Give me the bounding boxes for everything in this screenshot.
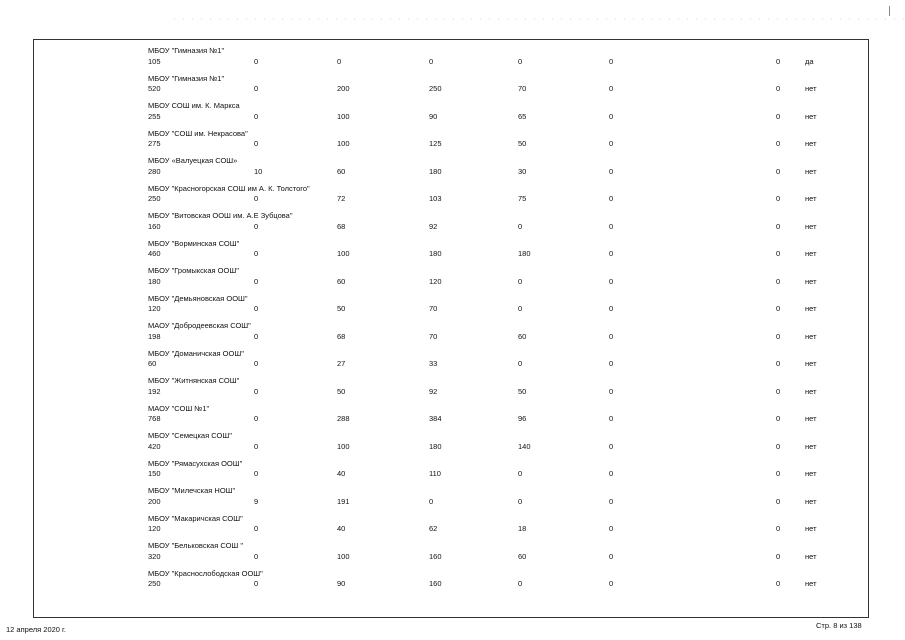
table-cell: 96: [518, 414, 527, 423]
table-cell: 0: [609, 166, 614, 176]
table-cell: 0: [518, 56, 523, 66]
table-cell: нет: [805, 139, 817, 148]
table-cell: нет: [805, 496, 817, 506]
table-cell: 0: [609, 359, 614, 368]
table-cell: 70: [518, 84, 527, 93]
table-cell: нет: [805, 551, 817, 561]
table-cell: 0: [518, 579, 523, 588]
table-cell: 0: [429, 496, 434, 506]
table-cell: 180: [518, 249, 531, 258]
table-row: [0, 347, 905, 375]
table-cell: нет: [805, 386, 817, 396]
table-row: [0, 374, 905, 402]
table-row: [0, 292, 905, 320]
table-cell: 420: [148, 441, 161, 451]
table-cell: 0: [609, 551, 614, 561]
table-cell: 70: [429, 304, 438, 313]
school-name: МБОУ "Житнянская СОШ": [148, 376, 240, 385]
table-cell: нет: [805, 414, 817, 423]
school-name: МБОУ "Витовская ООШ им. А.Е Зубцова": [148, 211, 293, 220]
table-cell: 160: [429, 551, 442, 561]
table-cell: 0: [337, 56, 342, 66]
table-cell: 768: [148, 414, 161, 423]
table-row: [0, 484, 905, 512]
table-cell: 75: [518, 194, 527, 203]
table-cell: 92: [429, 386, 438, 396]
table-cell: 0: [776, 139, 781, 148]
table-cell: нет: [805, 304, 817, 313]
table-cell: нет: [805, 359, 817, 368]
table-cell: 120: [429, 276, 442, 286]
table-cell: 0: [776, 469, 781, 478]
table-cell: 460: [148, 249, 161, 258]
table-cell: 27: [337, 359, 346, 368]
table-cell: нет: [805, 111, 817, 121]
table-row: [0, 429, 905, 457]
table-cell: 520: [148, 84, 161, 93]
table-cell: 0: [609, 441, 614, 451]
school-name: МБОУ "Доманичская ООШ": [148, 348, 244, 358]
school-name: МБОУ "Ворминская СОШ": [148, 238, 240, 248]
table-cell: 0: [776, 249, 781, 258]
table-cell: 10: [254, 166, 263, 176]
table-cell: 0: [518, 496, 523, 506]
table-cell: 0: [776, 84, 781, 93]
table-cell: 30: [518, 166, 527, 176]
table-cell: 40: [337, 469, 346, 478]
table-cell: 180: [429, 249, 442, 258]
table-cell: 100: [337, 139, 350, 148]
table-cell: 0: [776, 524, 781, 533]
school-name: МБОУ "Краснослободская ООШ": [148, 568, 263, 578]
table-cell: 0: [518, 469, 523, 478]
table-cell: 0: [776, 166, 781, 176]
table-cell: 280: [148, 166, 161, 176]
table-cell: 0: [609, 524, 614, 533]
table-cell: 0: [254, 56, 259, 66]
table-cell: 65: [518, 111, 527, 121]
table-cell: 0: [776, 276, 781, 286]
table-cell: 40: [337, 524, 346, 533]
table-cell: 200: [337, 84, 350, 93]
table-cell: 384: [429, 414, 442, 423]
table-cell: 0: [776, 56, 781, 66]
table-cell: 120: [148, 524, 161, 533]
table-cell: 200: [148, 496, 161, 506]
school-name: МБОУ "Милечская НОШ": [148, 486, 236, 495]
table-row: [0, 402, 905, 430]
table-cell: 0: [429, 56, 434, 66]
table-cell: 0: [254, 579, 259, 588]
table-cell: 90: [429, 111, 438, 121]
table-cell: 0: [609, 221, 614, 231]
table-row: [0, 44, 905, 72]
table-cell: 103: [429, 194, 442, 203]
school-name: МБОУ "СОШ им. Некрасова": [148, 128, 248, 138]
table-cell: 0: [609, 139, 614, 148]
table-cell: 0: [254, 331, 259, 341]
table-cell: 0: [254, 524, 259, 533]
table-cell: 0: [776, 496, 781, 506]
table-cell: 0: [776, 441, 781, 451]
table-cell: 60: [518, 331, 527, 341]
table-row: [0, 72, 905, 100]
table-cell: 0: [254, 84, 259, 93]
table-cell: 0: [609, 249, 614, 258]
table-row: [0, 457, 905, 485]
school-name: МАОУ "СОШ №1": [148, 403, 210, 413]
table-cell: 250: [148, 579, 161, 588]
table-cell: 0: [254, 194, 259, 203]
table-row: [0, 512, 905, 540]
table-cell: 275: [148, 139, 161, 148]
table-cell: 62: [429, 524, 438, 533]
table-cell: 50: [337, 304, 346, 313]
table-cell: нет: [805, 276, 817, 286]
table-cell: 100: [337, 441, 350, 451]
table-cell: 0: [776, 551, 781, 561]
table-cell: 0: [609, 304, 614, 313]
table-cell: 0: [254, 221, 259, 231]
table-row: [0, 127, 905, 155]
table-cell: 9: [254, 496, 259, 506]
table-cell: 0: [776, 386, 781, 396]
table-row: [0, 154, 905, 182]
table-cell: 125: [429, 139, 442, 148]
footer-page-number: Стр. 8 из 138: [816, 621, 862, 630]
table-row: [0, 209, 905, 237]
table-cell: 250: [148, 194, 161, 203]
school-name: МБОУ «Валуецкая СОШ»: [148, 156, 238, 165]
table-cell: 0: [518, 276, 523, 286]
table-cell: 150: [148, 469, 161, 478]
table-cell: 0: [254, 359, 259, 368]
table-cell: 191: [337, 496, 350, 506]
school-name: МАОУ "Добродеевская СОШ": [148, 321, 251, 330]
footer-date: 12 апреля 2020 г.: [6, 625, 66, 634]
table-cell: 0: [254, 139, 259, 148]
table-cell: 50: [518, 386, 527, 396]
table-cell: 320: [148, 551, 161, 561]
school-name: МБОУ "Макаричская СОШ": [148, 513, 243, 523]
table-cell: 0: [254, 276, 259, 286]
school-name: МБОУ "Бельковская СОШ ": [148, 541, 244, 550]
table-cell: 0: [609, 84, 614, 93]
table-cell: 0: [254, 551, 259, 561]
table-cell: 72: [337, 194, 346, 203]
table-row: [0, 319, 905, 347]
table-cell: 0: [609, 386, 614, 396]
table-cell: 60: [518, 551, 527, 561]
table-cell: 0: [776, 221, 781, 231]
scan-mark: [889, 6, 890, 16]
table-cell: 0: [776, 304, 781, 313]
table-cell: 0: [776, 414, 781, 423]
table-cell: 105: [148, 56, 161, 66]
scan-noise: [170, 16, 905, 22]
table-cell: да: [805, 56, 814, 66]
table-cell: 0: [609, 414, 614, 423]
table-cell: 0: [609, 194, 614, 203]
table-cell: нет: [805, 194, 817, 203]
table-cell: 0: [609, 56, 614, 66]
table-cell: нет: [805, 441, 817, 451]
table-cell: нет: [805, 331, 817, 341]
table-cell: 250: [429, 84, 442, 93]
table-cell: 140: [518, 441, 531, 451]
table-cell: 50: [518, 139, 527, 148]
table-cell: 0: [254, 441, 259, 451]
table-cell: 198: [148, 331, 161, 341]
table-cell: 90: [337, 579, 346, 588]
table-cell: 0: [518, 359, 523, 368]
table-cell: 180: [429, 441, 442, 451]
table-cell: 0: [776, 111, 781, 121]
table-cell: 255: [148, 111, 161, 121]
table-cell: 18: [518, 524, 527, 533]
table-cell: нет: [805, 469, 817, 478]
table-row: [0, 182, 905, 210]
table-cell: 192: [148, 386, 161, 396]
table-cell: 0: [609, 111, 614, 121]
table-cell: нет: [805, 579, 817, 588]
school-name: МБОУ "Гимназия №1": [148, 46, 225, 55]
school-name: МБОУ "Красногорская СОШ им А. К. Толстого": [148, 183, 310, 193]
table-cell: 33: [429, 359, 438, 368]
table-row: [0, 264, 905, 292]
table-cell: 0: [518, 221, 523, 231]
school-name: МБОУ "Гимназия №1": [148, 73, 225, 83]
table-cell: 0: [609, 331, 614, 341]
table-cell: 180: [429, 166, 442, 176]
table-row: [0, 567, 905, 595]
table-cell: 288: [337, 414, 350, 423]
table-row: [0, 539, 905, 567]
table-cell: нет: [805, 249, 817, 258]
table-cell: нет: [805, 221, 817, 231]
table-cell: нет: [805, 166, 817, 176]
table-cell: 70: [429, 331, 438, 341]
table-cell: нет: [805, 84, 817, 93]
table-cell: 0: [254, 414, 259, 423]
table-cell: 50: [337, 386, 346, 396]
school-name: МБОУ СОШ им. К. Маркса: [148, 101, 240, 110]
table-cell: 120: [148, 304, 161, 313]
table-cell: 0: [609, 496, 614, 506]
table-cell: 0: [776, 359, 781, 368]
table-row: [0, 99, 905, 127]
school-name: МБОУ "Демьяновская ООШ": [148, 293, 248, 303]
table-cell: 100: [337, 551, 350, 561]
school-table: [0, 44, 905, 594]
table-cell: 60: [337, 166, 346, 176]
table-cell: 92: [429, 221, 438, 231]
school-name: МБОУ "Рямасухская ООШ": [148, 458, 243, 468]
table-cell: 60: [337, 276, 346, 286]
table-cell: 0: [609, 276, 614, 286]
table-cell: 160: [148, 221, 161, 231]
table-cell: 0: [518, 304, 523, 313]
table-cell: 0: [776, 194, 781, 203]
table-cell: 0: [776, 331, 781, 341]
table-cell: 100: [337, 111, 350, 121]
table-cell: 68: [337, 331, 346, 341]
table-cell: 0: [254, 386, 259, 396]
table-cell: 110: [429, 469, 441, 478]
table-cell: 0: [254, 249, 259, 258]
table-cell: 68: [337, 221, 346, 231]
table-cell: 0: [254, 304, 259, 313]
table-cell: 100: [337, 249, 350, 258]
table-cell: 180: [148, 276, 161, 286]
table-cell: 0: [776, 579, 781, 588]
table-cell: 0: [609, 469, 614, 478]
table-row: [0, 237, 905, 265]
table-cell: 160: [429, 579, 442, 588]
school-name: МБОУ "Громыкская ООШ": [148, 266, 239, 275]
table-cell: 60: [148, 359, 157, 368]
table-cell: 0: [254, 469, 259, 478]
school-name: МБОУ "Семецкая СОШ": [148, 431, 232, 440]
table-cell: 0: [254, 111, 259, 121]
table-cell: 0: [609, 579, 614, 588]
table-cell: нет: [805, 524, 817, 533]
